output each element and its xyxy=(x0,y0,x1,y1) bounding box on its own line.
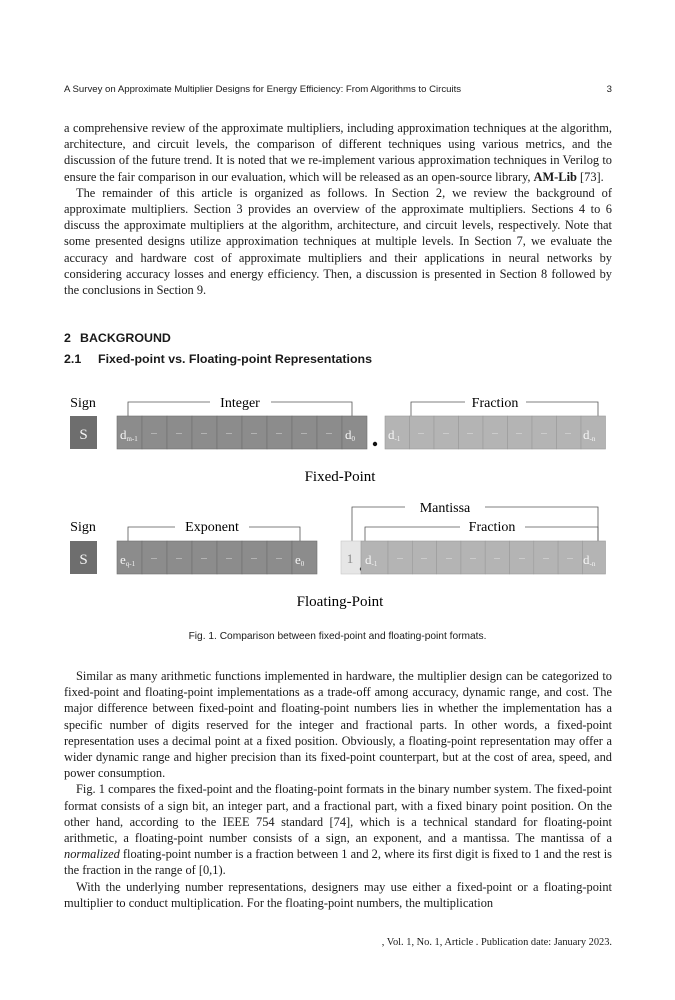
subsection-title: Fixed-point vs. Floating-point Representations xyxy=(98,352,372,366)
page-number: 3 xyxy=(606,84,612,95)
svg-text:...: ... xyxy=(151,552,157,561)
float-fraction-msb: d-1 xyxy=(365,552,378,568)
svg-text:...: ... xyxy=(446,552,452,561)
svg-text:...: ... xyxy=(301,427,307,436)
integer-msb: dm-1 xyxy=(120,427,138,443)
emphasis: normalized xyxy=(64,847,120,862)
svg-text:...: ... xyxy=(201,552,207,561)
svg-text:...: ... xyxy=(276,552,282,561)
leading-one-digit: 1 xyxy=(346,551,354,566)
paragraph: With the underlying number representations, designers may use either a fixed-point or a floating-point multiplier to conduct multiplication. For the floating-point numbers, the multiplication xyxy=(64,879,612,910)
float-sign-symbol: S xyxy=(79,552,88,568)
fixed-sign-symbol: S xyxy=(79,427,88,443)
exponent-cells xyxy=(117,541,317,574)
svg-text:...: ... xyxy=(567,552,573,561)
exponent-msb: eq-1 xyxy=(120,552,136,568)
float-sign-label: Sign xyxy=(70,520,96,535)
svg-text:...: ... xyxy=(543,552,549,561)
float-fraction-lsb: d-n xyxy=(583,552,596,568)
subsection-heading xyxy=(64,352,372,366)
page-footer: , Vol. 1, No. 1, Article . Publication date: January 2023. xyxy=(381,937,612,948)
fraction-lsb: d-n xyxy=(583,427,596,443)
svg-text:...: ... xyxy=(443,427,449,436)
svg-text:...: ... xyxy=(565,427,571,436)
fixed-fraction-label: Fraction xyxy=(471,396,519,411)
binary-point xyxy=(373,442,377,446)
svg-text:...: ... xyxy=(226,427,232,436)
svg-text:...: ... xyxy=(418,427,424,436)
svg-text:...: ... xyxy=(326,427,332,436)
running-header xyxy=(64,84,612,95)
svg-text:...: ... xyxy=(467,427,473,436)
svg-text:...: ... xyxy=(251,427,257,436)
paragraph xyxy=(64,120,612,185)
section-title: BACKGROUND xyxy=(80,331,171,345)
text-run: floating-point number is a fraction between 1 and 2, where its first digit is fixed to 1 and the rest is the fraction in the range of [0,1). xyxy=(64,847,612,878)
text-run: Fig. 1 compares the fixed-point and the floating-point formats in the binary number system. The fixed-point format consists of a sign bit, an integer part, and a fractional part, with a fixed binary point position. On the other hand, according to the IEEE 754 standard [74], which is a technical standard for floating-point arithmetic, a floating-point number consists of a sign, an exponent, and a mantissa. The mantissa of a xyxy=(64,782,612,846)
svg-text:...: ... xyxy=(251,552,257,561)
svg-text:...: ... xyxy=(516,427,522,436)
svg-text:...: ... xyxy=(276,427,282,436)
svg-text:...: ... xyxy=(176,552,182,561)
exponent-label: Exponent xyxy=(185,520,239,535)
integer-label: Integer xyxy=(220,396,260,411)
intro-text xyxy=(64,120,612,298)
mantissa-label: Mantissa xyxy=(419,501,471,516)
header-title: A Survey on Approximate Multiplier Designs for Energy Efficiency: From Algorithms to Circuits xyxy=(64,84,462,95)
floating-point-title: Floating-Point xyxy=(296,594,384,610)
fraction-msb: d-1 xyxy=(388,427,401,443)
exponent-lsb: e0 xyxy=(295,552,305,568)
svg-text:...: ... xyxy=(201,427,207,436)
figure-1 xyxy=(60,385,620,625)
svg-text:...: ... xyxy=(519,552,525,561)
integer-lsb: d0 xyxy=(345,427,355,443)
float-fraction-label: Fraction xyxy=(468,520,516,535)
fixed-point-title: Fixed-Point xyxy=(304,469,376,485)
section-number: 2 xyxy=(64,331,71,345)
figure-caption: Fig. 1. Comparison between fixed-point and floating-point formats. xyxy=(188,631,487,642)
svg-text:...: ... xyxy=(226,552,232,561)
paragraph: Similar as many arithmetic functions implemented in hardware, the multiplier design can be categorized to fixed-point and floating-point implementations as a trade-off among accuracy, dynamic range, and cost. The major difference between fixed-point and floating-point numbers lies in whether the implementation has a specific number of digits reserved for the integer and fractional parts. In other words, a fixed-point representation uses a decimal point at a fixed position. Obviously, a floating-point representation may offer a wider dynamic range and higher precision than its fixed-point counterpart, but at the cost of area, speed, and power consumption. xyxy=(64,669,612,781)
svg-text:...: ... xyxy=(492,427,498,436)
text-run: a comprehensive review of the approximate multipliers, including approximation techniques at the algorithm, architecture, and circuit levels, the comparison of different techniques using various metrics, and the discussion of the future trend. It is noted that we re-implement various approximation techniques in Verilog to ensure the fair comparison in our evaluation, which will be released as an open-source library, xyxy=(64,121,612,184)
library-name: AM-Lib xyxy=(533,169,577,184)
svg-text:...: ... xyxy=(421,552,427,561)
svg-text:...: ... xyxy=(397,552,403,561)
svg-text:...: ... xyxy=(494,552,500,561)
svg-text:...: ... xyxy=(470,552,476,561)
main-text xyxy=(64,668,612,911)
section-heading xyxy=(64,331,171,345)
paragraph: The remainder of this article is organized as follows. In Section 2, we review the background of approximate multipliers. Section 3 provides an overview of the approximate multipliers. Sections 4 to 6 discuss the approximate multipliers at the algorithm, architecture, and circuit levels, respectively. Note that some presented designs utilize approximation techniques at multiple levels. In Section 7, we evaluate the accuracy and hardware cost of approximate multipliers and their applications in neural networks by considering accuracy losses and energy efficiency. Then, a discussion is presented in Section 8 followed by the conclusions in Section 9. xyxy=(64,185,612,298)
svg-text:...: ... xyxy=(541,427,547,436)
svg-text:...: ... xyxy=(176,427,182,436)
subsection-number: 2.1 xyxy=(64,352,82,366)
paragraph xyxy=(64,781,612,878)
fixed-sign-label: Sign xyxy=(70,396,96,411)
svg-text:...: ... xyxy=(151,427,157,436)
text-run: [73]. xyxy=(576,169,604,184)
